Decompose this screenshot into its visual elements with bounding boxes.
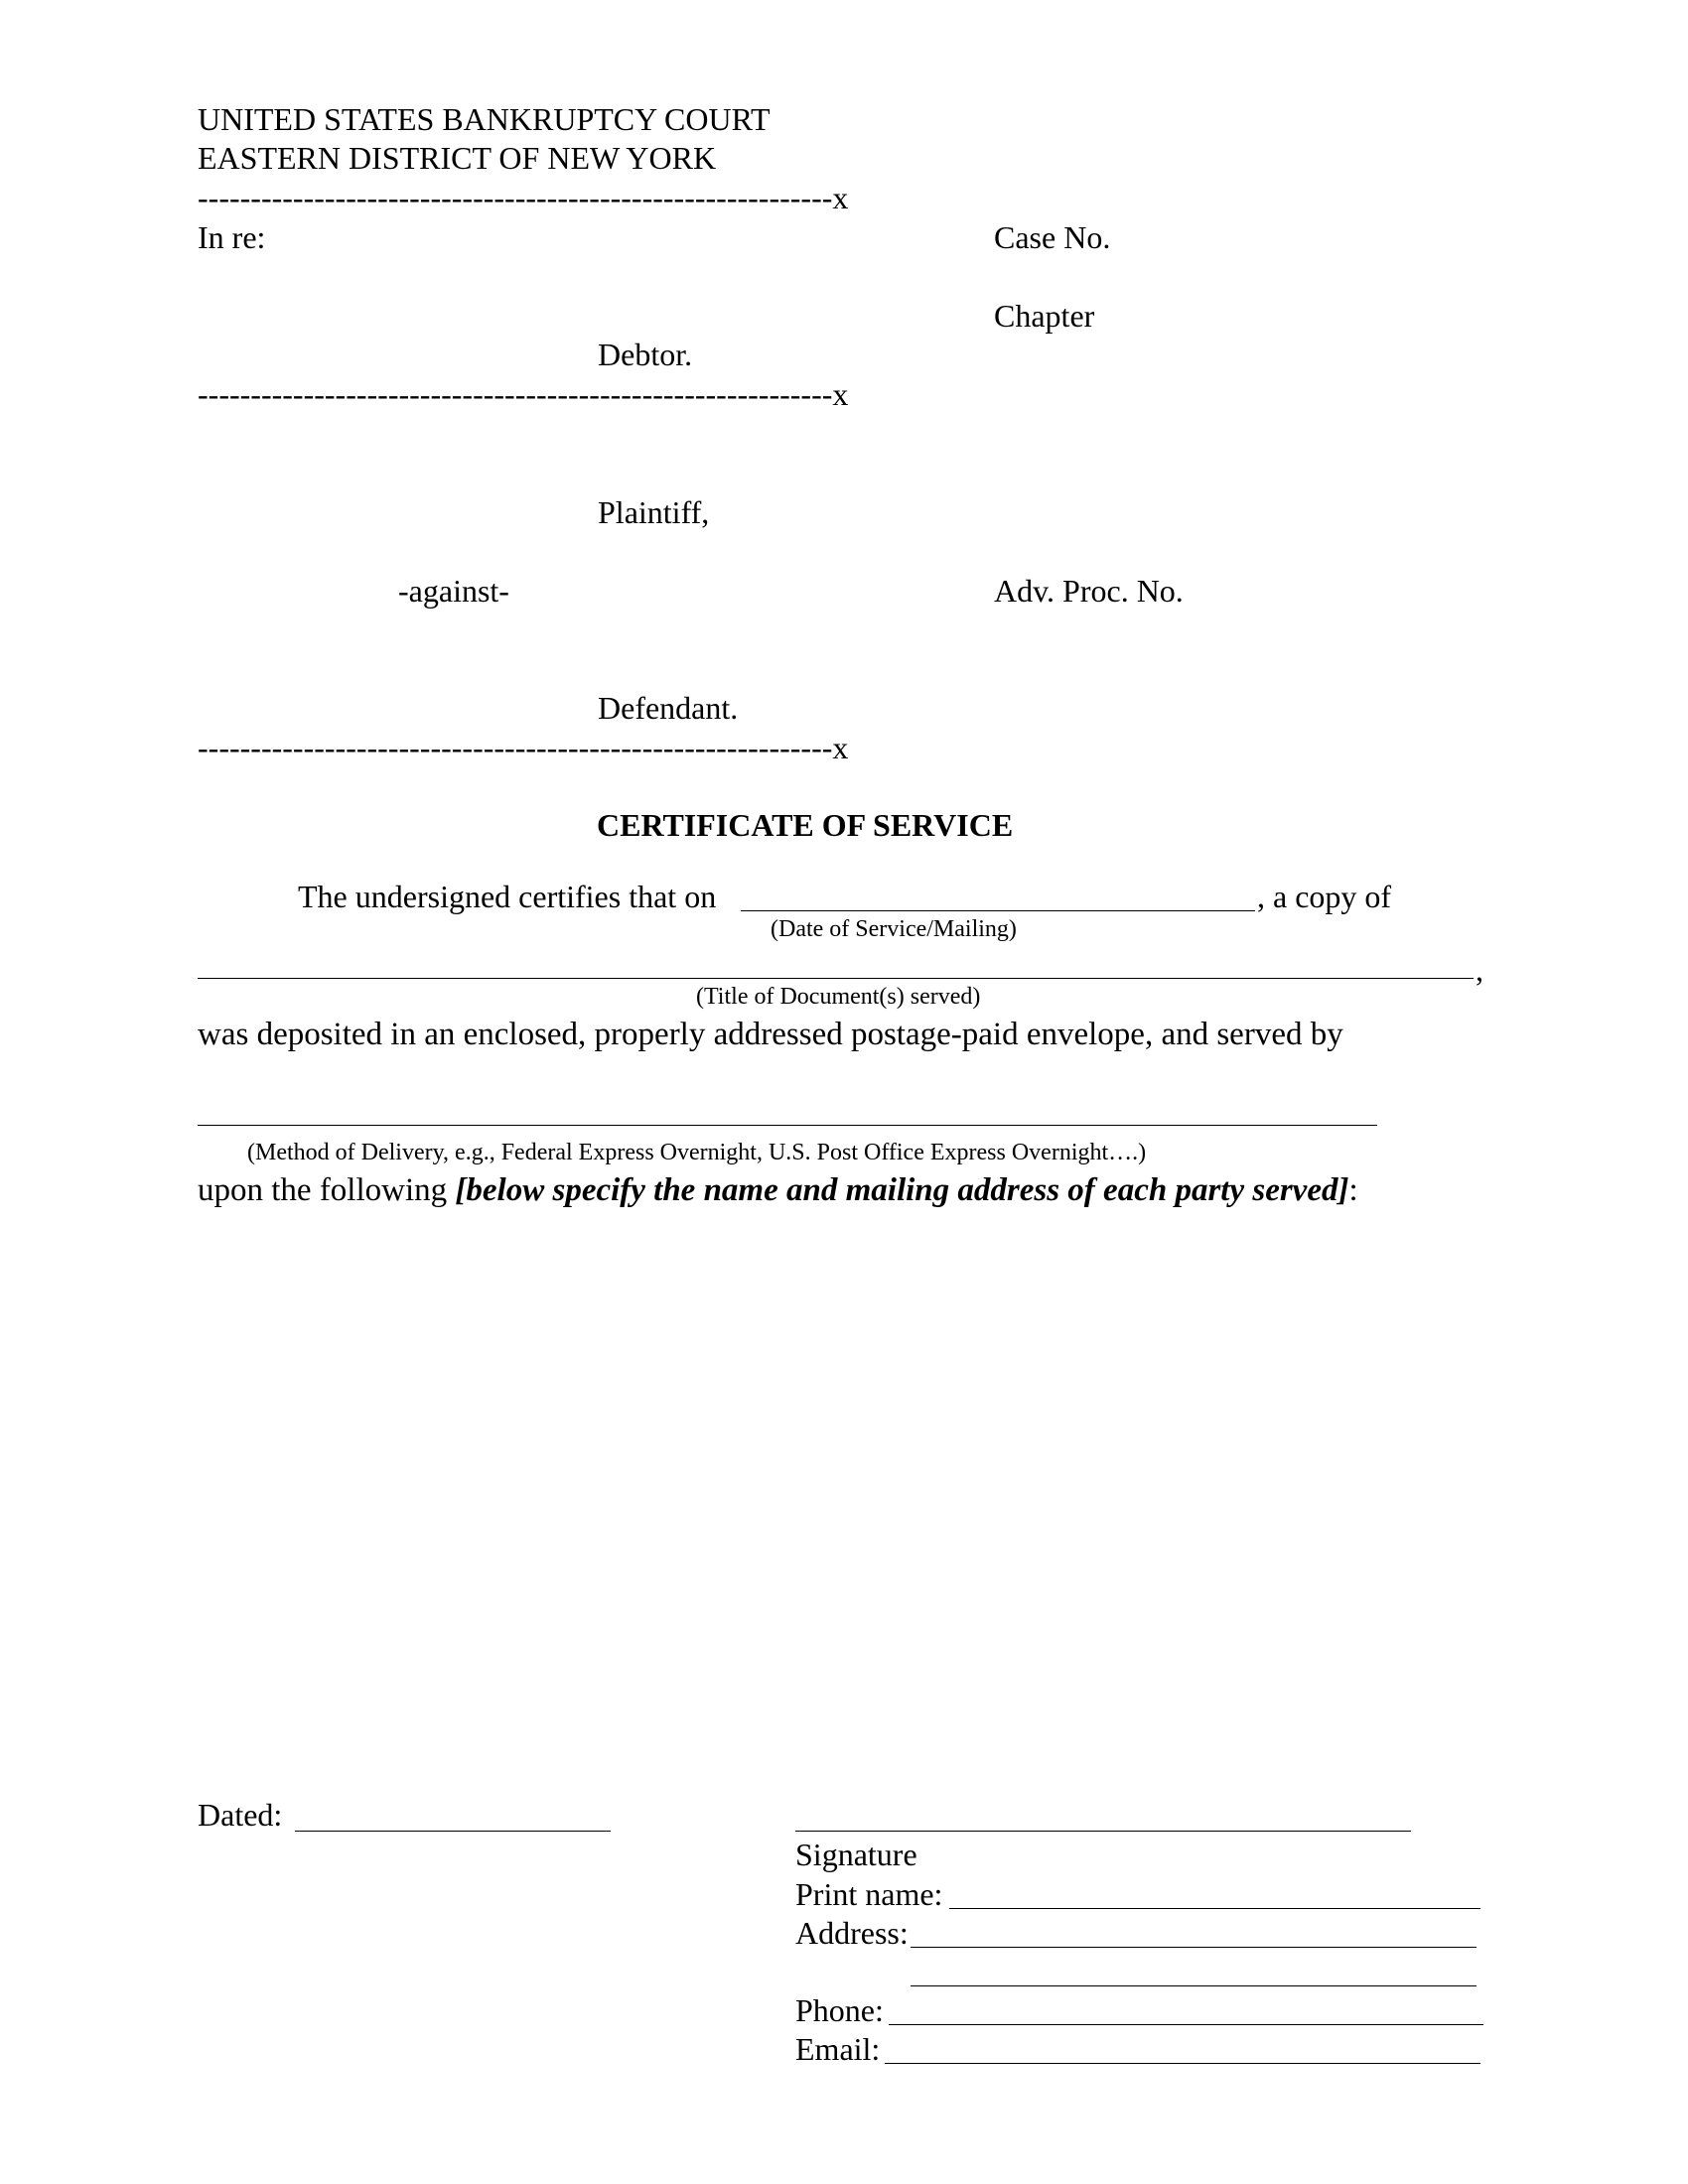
caption-separator-middle: ------------------------------------------------------------x (198, 376, 849, 412)
address-line-2[interactable] (911, 1985, 1477, 1986)
print-name-line[interactable] (949, 1908, 1480, 1909)
upon-instruction: [below specify the name and mailing address of each party served] (455, 1172, 1349, 1208)
document-title-line[interactable] (198, 978, 1474, 979)
case-no-label: Case No. (994, 219, 1111, 255)
date-caption: (Date of Service/Mailing) (771, 916, 1017, 942)
address-label: Address: (795, 1915, 909, 1951)
deposited-text: was deposited in an enclosed, properly addressed postage-paid envelope, and served by (198, 1017, 1343, 1052)
print-name-label: Print name: (795, 1876, 943, 1912)
caption-separator-top: ------------------------------------------------------------x (198, 180, 849, 215)
upon-prefix: upon the following (198, 1172, 456, 1208)
court-name: UNITED STATES BANKRUPTCY COURT (198, 101, 771, 137)
email-line[interactable] (885, 2063, 1480, 2064)
caption-separator-bottom: ------------------------------------------------------------x (198, 730, 849, 765)
certifies-text: The undersigned certifies that on (298, 879, 717, 914)
chapter-label: Chapter (994, 298, 1095, 334)
delivery-method-line[interactable] (198, 1125, 1377, 1126)
dated-label: Dated: (198, 1797, 283, 1833)
phone-label: Phone: (795, 1992, 884, 2028)
court-district: EASTERN DISTRICT OF NEW YORK (198, 140, 717, 176)
document-title: CERTIFICATE OF SERVICE (597, 807, 1014, 843)
upon-suffix: : (1348, 1172, 1358, 1208)
against-label: -against- (398, 573, 509, 609)
adv-proc-no-label: Adv. Proc. No. (994, 573, 1184, 609)
document-line-comma: , (1476, 952, 1483, 988)
dated-line[interactable] (295, 1831, 611, 1832)
email-label: Email: (795, 2031, 881, 2067)
in-re-label: In re: (198, 219, 266, 255)
address-line-1[interactable] (911, 1947, 1477, 1948)
debtor-label: Debtor. (598, 337, 693, 372)
signature-line[interactable] (795, 1831, 1411, 1832)
phone-line[interactable] (889, 2024, 1483, 2025)
defendant-label: Defendant. (598, 690, 739, 726)
signature-label: Signature (795, 1837, 917, 1872)
plaintiff-label: Plaintiff, (598, 494, 710, 530)
copy-of-text: , a copy of (1257, 879, 1392, 914)
upon-following-text (198, 1174, 1358, 1207)
document-caption: (Title of Document(s) served) (696, 984, 981, 1010)
delivery-caption: (Method of Delivery, e.g., Federal Express Overnight, U.S. Post Office Express Overnight….) (247, 1140, 1147, 1165)
date-of-service-line[interactable] (741, 910, 1255, 911)
